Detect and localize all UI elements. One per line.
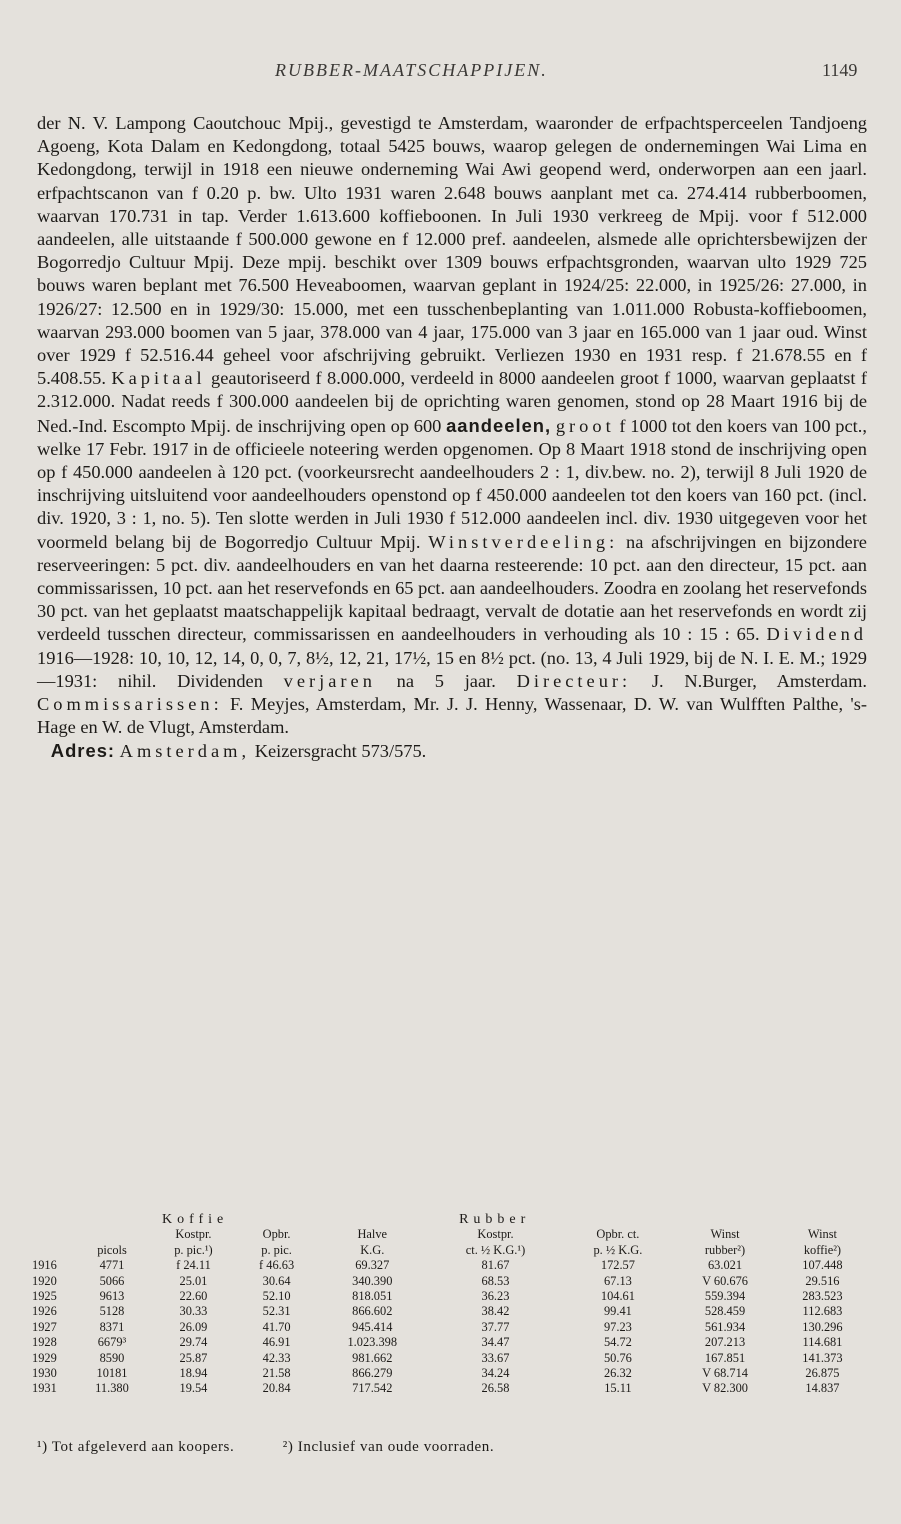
table-cell: Halve — [357, 1227, 388, 1242]
table-cell: 1916 — [32, 1258, 57, 1273]
table-cell: 20.84 — [262, 1381, 291, 1396]
table-cell: 22.60 — [179, 1289, 208, 1304]
table-row — [32, 1381, 868, 1396]
table-row — [32, 1335, 868, 1350]
table-row — [32, 1351, 868, 1366]
label-dividenden: Dividenden — [177, 670, 263, 691]
table-cell: 41.70 — [262, 1319, 291, 1334]
table-row — [32, 1366, 868, 1381]
table-cell: 69.327 — [355, 1258, 390, 1273]
table-cell: f 24.11 — [176, 1258, 211, 1273]
table-cell: 26.09 — [179, 1319, 208, 1334]
table-cell: 25.01 — [179, 1273, 208, 1288]
table-cell: 6679³ — [97, 1335, 127, 1350]
table-cell: Kostpr. — [477, 1227, 514, 1242]
table-cell: 18.94 — [179, 1366, 208, 1381]
label-verjaren: verjaren — [283, 670, 376, 691]
table-row — [32, 1258, 868, 1273]
address-line — [37, 739, 867, 763]
group-rubber: Rubber — [459, 1212, 531, 1227]
table-cell: 981.662 — [352, 1350, 393, 1365]
table-cell: 99.41 — [603, 1304, 632, 1319]
table-cell: picols — [97, 1242, 127, 1257]
text-issues: f 1000 tot den koers van 100 pct., welke 17 Febr. 1917 in de officieele noteering werden opgenomen. Op 8 Maart 1918 stond de inschrijving open op f 450.000 aandeelen à 120 pct. (voorkeursrecht aandeelhouders 2 : 1, div.bew. no. 2), terwijl 8 Juli 1920 de inschrijving uitsluitend voor aandeelhouders openstond op f 450.000 aandeelen tot den koers van 160 pct. (incl. div. 1920, 3 : 1, no. 5). Ten slotte werden in Juli 1930 f 512.000 aandeelen incl. div. 1930 uitgegeven voor het voormeld belang bij de Bogorredjo Cultuur Mpij. — [37, 415, 867, 552]
table-cell: V 68.714 — [702, 1366, 748, 1381]
table-cell: 97.23 — [603, 1319, 632, 1334]
table-cell: 1928 — [32, 1335, 57, 1350]
table-cell: 21.58 — [262, 1366, 291, 1381]
table-cell: 1931 — [32, 1381, 57, 1396]
label-adres: Adres: — [50, 740, 116, 762]
table-cell: 52.10 — [262, 1289, 291, 1304]
text-directeur: J. N.Burger, Amsterdam. — [651, 670, 867, 691]
table-cell — [32, 1243, 74, 1258]
label-winstverdeeling: Winstverdeeling: — [428, 531, 619, 552]
table-cell: 9613 — [99, 1289, 125, 1304]
table-cell: 172.57 — [600, 1258, 635, 1273]
table-cell: rubber²) — [704, 1242, 746, 1257]
text-verjaren: na 5 jaar. — [396, 670, 496, 691]
table-cell: 945.414 — [352, 1319, 393, 1334]
table-cell: 1925 — [32, 1289, 57, 1304]
table-cell: K.G. — [360, 1242, 385, 1257]
table-cell: 29.74 — [179, 1335, 208, 1350]
table-cell: 19.54 — [179, 1381, 208, 1396]
address-street: Keizersgracht 573/575. — [254, 741, 427, 762]
table-cell: 1920 — [32, 1273, 57, 1288]
table-cell: 141.373 — [802, 1350, 843, 1365]
table-cell: 15.11 — [604, 1381, 632, 1396]
footnotes — [37, 1437, 867, 1457]
table-cell: 81.67 — [481, 1258, 510, 1273]
table-cell: 37.77 — [481, 1319, 510, 1334]
word-groot: groot — [555, 415, 615, 436]
text-commissarissen: F. Meyjes, Amsterdam, Mr. J. J. Henny, Wassenaar, D. W. van Wulfften Palthe, 's-Hage en W. de Vlugt, Amsterdam. — [37, 694, 867, 738]
table-cell: V 82.300 — [702, 1381, 748, 1396]
table-cell: 107.448 — [802, 1258, 843, 1273]
table-cell: 33.67 — [481, 1350, 510, 1365]
table-cell: 42.33 — [262, 1350, 291, 1365]
table-cell — [74, 1227, 150, 1242]
table-cell: 30.33 — [179, 1304, 208, 1319]
main-paragraph — [37, 112, 867, 739]
table-row — [32, 1274, 868, 1289]
word-aandeelen: aandeelen, — [446, 414, 552, 436]
label-dividend: Dividend — [766, 624, 867, 645]
table-cell: 54.72 — [603, 1335, 632, 1350]
table-cell: f 46.63 — [259, 1258, 295, 1273]
table-cell: 818.051 — [352, 1289, 393, 1304]
table-cell: 29.516 — [805, 1273, 840, 1288]
table-row — [32, 1320, 868, 1335]
table-cell: 5128 — [99, 1304, 125, 1319]
table-cell: Kostpr. — [175, 1227, 212, 1242]
table-cell: 866.279 — [352, 1366, 393, 1381]
table-cell: Opbr. ct. — [596, 1227, 640, 1242]
table-cell: 36.23 — [481, 1289, 510, 1304]
production-table — [32, 1212, 868, 1397]
table-cell — [32, 1227, 74, 1242]
label-kapitaal: Kapitaal — [111, 368, 206, 389]
table-cell: 104.61 — [600, 1289, 635, 1304]
table-row — [32, 1289, 868, 1304]
table-cell: 1930 — [32, 1366, 57, 1381]
table-cell: p. pic. — [261, 1242, 292, 1257]
table-cell: Opbr. — [262, 1227, 291, 1242]
address-city: Amsterdam, — [119, 741, 251, 762]
group-koffie: Koffie — [161, 1212, 229, 1227]
table-cell: 4771 — [99, 1258, 125, 1273]
text-winstverdeeling: na afschrijvingen en bijzondere reserveeringen: 5 pct. div. aandeelhouders en van het daarna resteerende: 10 pct. aan den directeur, 15 pct. aan commissarissen, 10 pct. aan het reservefonds en 65 pct. aan aandeelhouders. Zoodra en zoolang het reservefonds 30 pct. van het geplaatst maatschappelijk kapitaal bedraagt, vervalt de dotatie aan het reservefonds en wordt zij verdeeld tusschen directeur, commissarissen en aandeelhouders in verhouding als 10 : 15 : 65. — [37, 531, 867, 645]
table-cell: 1926 — [32, 1304, 57, 1319]
table-cell: 561.934 — [704, 1319, 746, 1334]
table-cell: 207.213 — [704, 1335, 746, 1350]
table-cell: p. pic.¹) — [174, 1242, 213, 1257]
text-history: der N. V. Lampong Caoutchouc Mpij., gevestigd te Amsterdam, waaronder de erfpachtsperceelen Tandjoeng Agoeng, Kota Dalam en Kedongdong, totaal 5425 bouws, waarop gelegen de ondernemingen Wai Lima en Kedongdong, terwijl in 1918 een nieuwe onderneming Wai Awi geopend werd, onderworpen aan een jaarl. erfpachtscanon van f 0.20 p. bw. Ulto 1931 waren 2.648 bouws aanplant met ca. 274.414 rubberboomen, waarvan 170.731 in tap. Verder 1.613.600 koffieboonen. In Juli 1930 verkreeg de Mpij. voor f 512.000 aandeelen, alle uitstaande f 500.000 gewone en f 12.000 pref. aandeelen, alsmede alle oprichtersbewijzen der Bogorredjo Cultuur Mpij. Deze mpij. beschikt over 1309 bouws erfpachtsgronden, waarvan ulto 1929 725 bouws waren beplant met 76.500 Heveaboomen, waarvan geplant in 1924/25: 22.000, in 1925/26: 27.000, in 1926/27: 12.500 en in 1929/30: 15.000, met een tusschenbeplanting van 1.011.000 Robusta-koffieboomen, waarvan 293.000 boomen van 5 jaar, 378.000 van 4 jaar, 175.000 van 3 jaar en 165.000 van 1 jaar oud. Winst over 1929 f 52.516.44 geheel voor afschrijving gebruikt. Verliezen 1930 en 1931 resp. f 21.678.55 en f 5.408.55. — [37, 113, 867, 389]
page-header — [0, 58, 901, 88]
table-cell: 68.53 — [481, 1273, 510, 1288]
table-cell: 1.023.398 — [347, 1335, 398, 1350]
table-group-row — [32, 1212, 868, 1227]
company-description — [37, 112, 867, 764]
table-cell: 26.875 — [805, 1366, 840, 1381]
table-cell: 559.394 — [704, 1289, 746, 1304]
table-cell: 114.681 — [802, 1335, 843, 1350]
table-cell: 50.76 — [603, 1350, 632, 1365]
table-cell: 67.13 — [603, 1273, 632, 1288]
table-cell: 25.87 — [179, 1350, 208, 1365]
table-cell: Winst — [807, 1227, 837, 1242]
table-cell: 8590 — [99, 1350, 125, 1365]
table-cell: Winst — [710, 1227, 740, 1242]
text-dividend: 1916—1928: 10, 10, 12, 14, 0, 0, 7, 8½, 12, 21, 17½, 15 en 8½ pct. (no. 13, 4 Juli 1929, bij de N. I. E. M.; 1929—1931: nihil. — [37, 647, 867, 691]
table-cell: 63.021 — [707, 1258, 743, 1273]
text-kapitaal: geautoriseerd f 8.000.000, verdeeld in 8000 aandeelen groot f 1000, waarvan geplaatst f 2.312.000. Nadat reeds f 300.000 aandeelen bij de oprichting waren genomen, stond op 28 Maart 1916 bij de Ned.-Ind. Escompto Mpij. de inschrijving open op 600 — [37, 368, 867, 436]
table-cell: 528.459 — [704, 1304, 746, 1319]
table-cell: 26.32 — [603, 1366, 632, 1381]
table-cell: 1929 — [32, 1350, 57, 1365]
table-cell: 11.380 — [95, 1381, 129, 1396]
table-cell: 26.58 — [481, 1381, 510, 1396]
table-cell: koffie²) — [803, 1242, 842, 1257]
table-cell: V 60.676 — [702, 1273, 748, 1288]
page-number: 1149 — [822, 60, 858, 80]
table-cell: 340.390 — [352, 1273, 393, 1288]
production-table-body — [32, 1212, 868, 1397]
running-title: RUBBER-MAATSCHAPPIJEN. — [275, 60, 548, 80]
table-header-row — [32, 1227, 868, 1242]
table-cell: 30.64 — [262, 1273, 291, 1288]
table-cell: p. ½ K.G. — [593, 1242, 643, 1257]
footnote-2: ²) Inclusief van oude voorraden. — [282, 1439, 495, 1455]
table-cell: 34.47 — [481, 1335, 510, 1350]
table-header-row — [32, 1243, 868, 1258]
table-cell: 10181 — [96, 1366, 128, 1381]
table-cell: 112.683 — [802, 1304, 843, 1319]
table-cell: 167.851 — [704, 1350, 746, 1365]
table-cell: 1927 — [32, 1319, 57, 1334]
label-directeur: Directeur: — [516, 670, 632, 691]
table-cell: 46.91 — [262, 1335, 291, 1350]
table-cell: 8371 — [99, 1319, 125, 1334]
table-cell: 130.296 — [802, 1319, 843, 1334]
footnote-1: ¹) Tot afgeleverd aan koopers. — [37, 1439, 235, 1455]
table-cell: 866.602 — [352, 1304, 393, 1319]
table-cell: 5066 — [99, 1273, 125, 1288]
label-commissarissen: Commissarissen: — [37, 694, 223, 715]
table-cell: 14.837 — [805, 1381, 840, 1396]
table-cell: ct. ½ K.G.¹) — [465, 1242, 526, 1257]
table-cell: 717.542 — [352, 1381, 393, 1396]
table-cell: 38.42 — [481, 1304, 510, 1319]
table-cell: 52.31 — [262, 1304, 291, 1319]
table-row — [32, 1304, 868, 1319]
table-cell: 283.523 — [802, 1289, 843, 1304]
table-cell: 34.24 — [481, 1366, 510, 1381]
